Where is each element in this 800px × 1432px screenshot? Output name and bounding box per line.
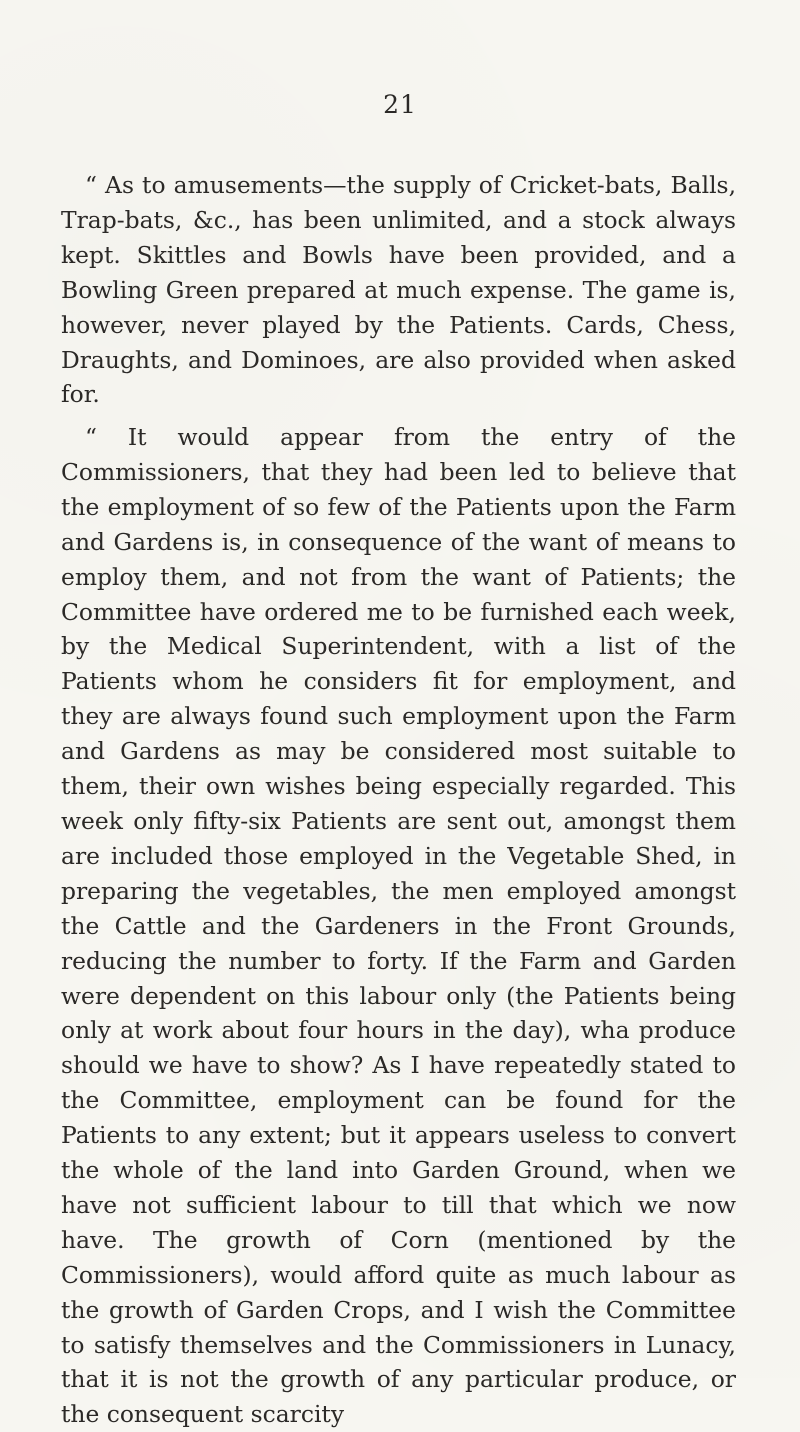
- paragraph-amusements: “ As to amusements—the supply of Cricket-bats, Balls, Trap-bats, &c., has been unlimited, and a stock always kept. Skittles and Bowls have been provided, and a Bowling Green prepared at much expense. The game is, however, never played by the Patients. Cards, Chess, Draughts, and Dominoes, are also provided when asked for.: [61, 171, 736, 409]
- page-number: 21: [383, 90, 417, 119]
- paragraph-commissioners-employment: “ It would appear from the entry of the Commissioners, that they had been led to believe that the employment of so few of the Patients upon the Farm and Gardens is, in consequence of the want of means to employ them, and not from the want of Patients; the Committee have ordered me to be furnished each week, by the Medical Superintendent, with a list of the Patients whom he considers fit for employment, and they are always found such employment upon the Farm and Gardens as may be considered most suitable to them, their own wishes being especially regarded. This week only fifty-six Patients are sent out, amongst them are included those employed in the Vegetable Shed, in preparing the vegetables, the men employed amongst the Cattle and the Gardeners in the Front Grounds, reducing the number to forty. If the Farm and Garden were dependent on this labour only (the Patients being only at work about four hours in the day), wha produce should we have to show? As I have repeatedly stated to the Committee, employment can be found for the Patients to any extent; but it appears useless to convert the whole of the land into Garden Ground, when we have not sufficient labour to till that which we now have. The growth of Corn (mentioned by the Commissioners), would afford quite as much labour as the growth of Garden Crops, and I wish the Committee to satisfy themselves and the Commissioners in Lunacy, that it is not the growth of any particular produce, or the consequent scarcity: [61, 423, 736, 1429]
